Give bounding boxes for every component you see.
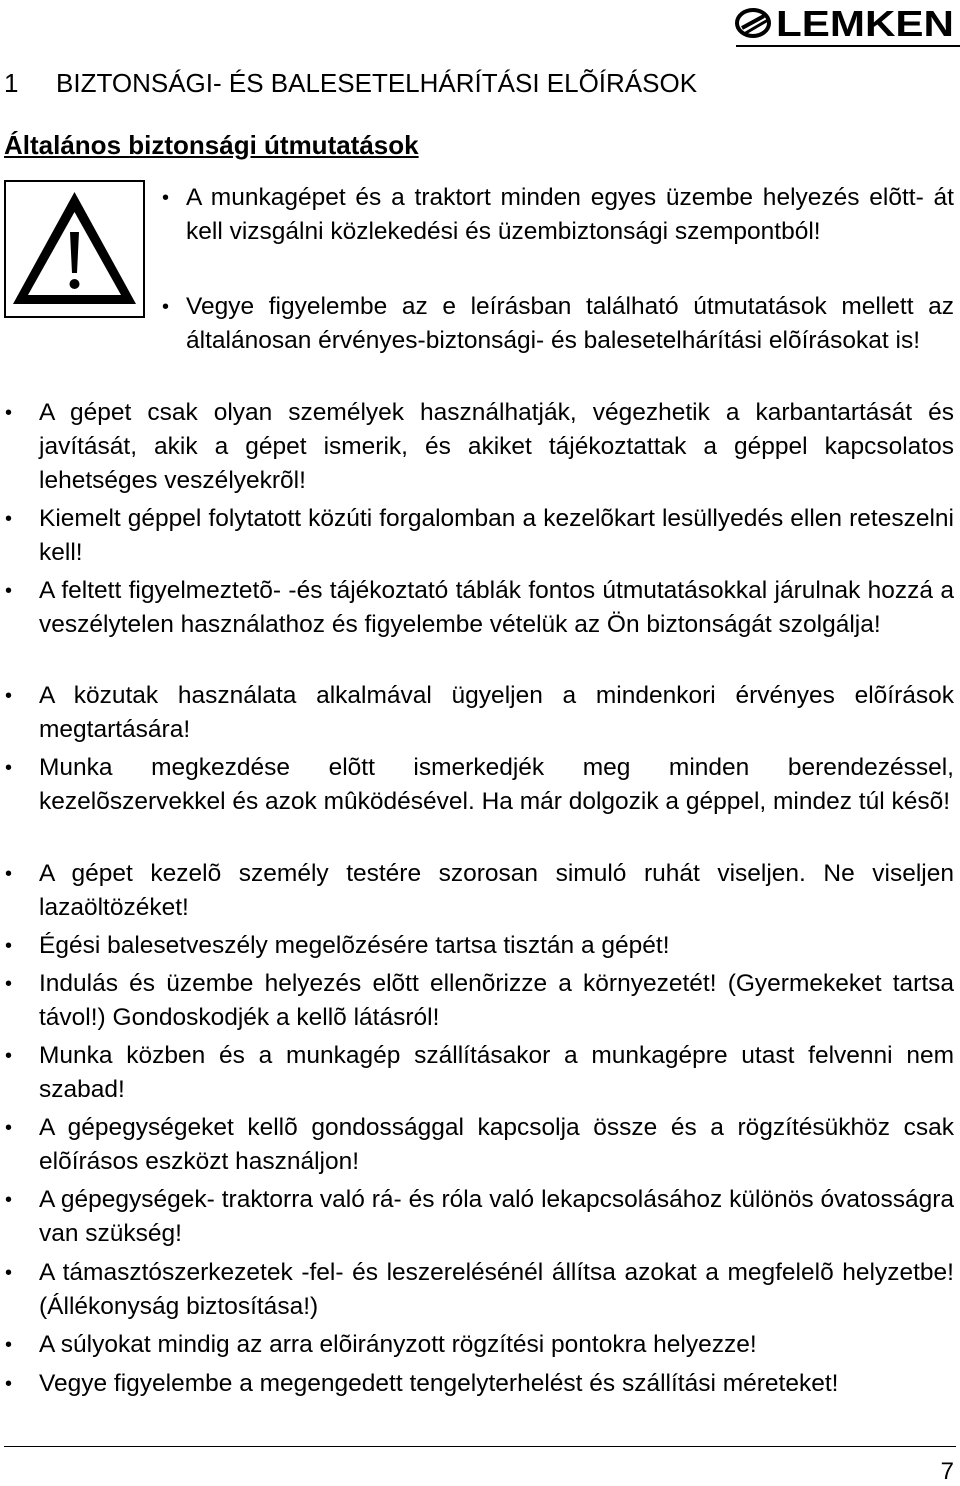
list-item — [5, 1256, 954, 1324]
list-item — [5, 857, 954, 925]
list-item — [5, 751, 954, 819]
logo-text: LEMKEN — [776, 4, 954, 42]
bullet: • — [5, 863, 13, 885]
list-item — [5, 1367, 954, 1401]
list-item — [5, 967, 954, 1035]
list-item-text: A gépegységeket kellõ gondossággal kapcsolja össze és a rögzítésükhöz csak elõírásos eszközt használjon! — [39, 1114, 954, 1175]
bullet: • — [5, 580, 13, 602]
list-item — [5, 679, 954, 747]
bullet: • — [5, 508, 13, 530]
list-item — [5, 929, 954, 963]
list-item — [5, 574, 954, 642]
list-item-text: Munka közben és a munkagép szállításakor a munkagépre utast felvenni nem szabad! — [39, 1042, 954, 1103]
list-item-text: Munka megkezdése elõtt ismerkedjék meg minden berendezéssel, kezelõszervekkel és azok mûködésével. Ha már dolgozik a géppel, mindez túl késõ! — [39, 754, 954, 815]
list-item-text: Vegye figyelembe az e leírásban található útmutatások mellett az általánosan érvényes-biztonsági- és balesetelhárítási elõírásokat is! — [186, 293, 954, 354]
bullet: • — [5, 935, 13, 957]
list-item-text: Kiemelt géppel folytatott közúti forgalomban a kezelõkart lesüllyedés ellen reteszelni kell! — [39, 505, 954, 566]
bullet: • — [5, 685, 13, 707]
bullet: • — [5, 1262, 13, 1284]
list-item — [162, 181, 954, 249]
bullet: • — [5, 1117, 13, 1139]
bullet: • — [5, 757, 13, 779]
bullet: • — [162, 296, 170, 318]
list-item — [5, 1328, 954, 1362]
list-item — [162, 290, 954, 358]
list-item — [5, 396, 954, 498]
list-item — [5, 1111, 954, 1179]
list-item-text: Égési balesetveszély megelõzésére tartsa tisztán a gépét! — [39, 932, 670, 959]
footer-rule — [4, 1446, 956, 1447]
warning-sign — [4, 180, 145, 318]
bullet: • — [5, 1334, 13, 1356]
section-heading — [4, 68, 697, 99]
lemken-logo — [734, 4, 956, 42]
bullet: • — [5, 402, 13, 424]
subsection-title: Általános biztonsági útmutatások — [4, 130, 419, 160]
bullet: • — [5, 1373, 13, 1395]
list-item — [5, 1039, 954, 1107]
list-item — [5, 1183, 954, 1251]
list-item-text: A gépet csak olyan személyek használhatják, végezhetik a karbantartását és javítását, akik a gépet ismerik, és akiket tájékoztattak a géppel kapcsolatos lehetséges veszélyekrõl! — [39, 399, 954, 494]
lemken-emblem-icon — [734, 4, 956, 42]
list-item-text: A gépegységek- traktorra való rá- és róla való lekapcsolásához különös óvatosságra van szükség! — [39, 1186, 954, 1247]
bullet: • — [5, 973, 13, 995]
list-item — [5, 502, 954, 570]
list-item-text: A támasztószerkezetek -fel- és leszerelésénél állítsa azokat a megfelelõ helyzetbe! (Állékonyság biztosítása!) — [39, 1259, 954, 1320]
bullet: • — [5, 1189, 13, 1211]
warning-triangle-icon — [4, 180, 145, 318]
list-item-text: A munkagépet és a traktort minden egyes üzembe helyezés elõtt- át kell vizsgálni közlekedési és üzembiztonsági szempontból! — [186, 184, 954, 245]
section-number: 1 — [4, 68, 19, 98]
list-item-text: A gépet kezelõ személy testére szorosan simuló ruhát viseljen. Ne viseljen lazaöltözéket! — [39, 860, 954, 921]
list-item-text: A feltett figyelmeztetõ- -és tájékoztató táblák fontos útmutatásokkal járulnak hozzá a veszélytelen használathoz és figyelembe vételük az Ön biztonságát szolgálja! — [39, 577, 954, 638]
bullet: • — [5, 1045, 13, 1067]
list-item-text: A súlyokat mindig az arra elõirányzott rögzítési pontokra helyezze! — [39, 1331, 757, 1358]
section-title: BIZTONSÁGI- ÉS BALESETELHÁRÍTÁSI ELÕÍRÁSOK — [56, 68, 698, 98]
list-item-text: A közutak használata alkalmával ügyeljen a mindenkori érvényes elõírások megtartására! — [39, 682, 954, 743]
list-item-text: Vegye figyelembe a megengedett tengelyterhelést és szállítási méreteket! — [39, 1370, 839, 1397]
header-rule — [736, 45, 960, 47]
page-number: 7 — [940, 1458, 954, 1485]
bullet: • — [162, 187, 170, 209]
list-item-text: Indulás és üzembe helyezés elõtt ellenõrizze a környezetét! (Gyermekeket tartsa távol!) Gondoskodjék a kellõ látásról! — [39, 970, 954, 1031]
